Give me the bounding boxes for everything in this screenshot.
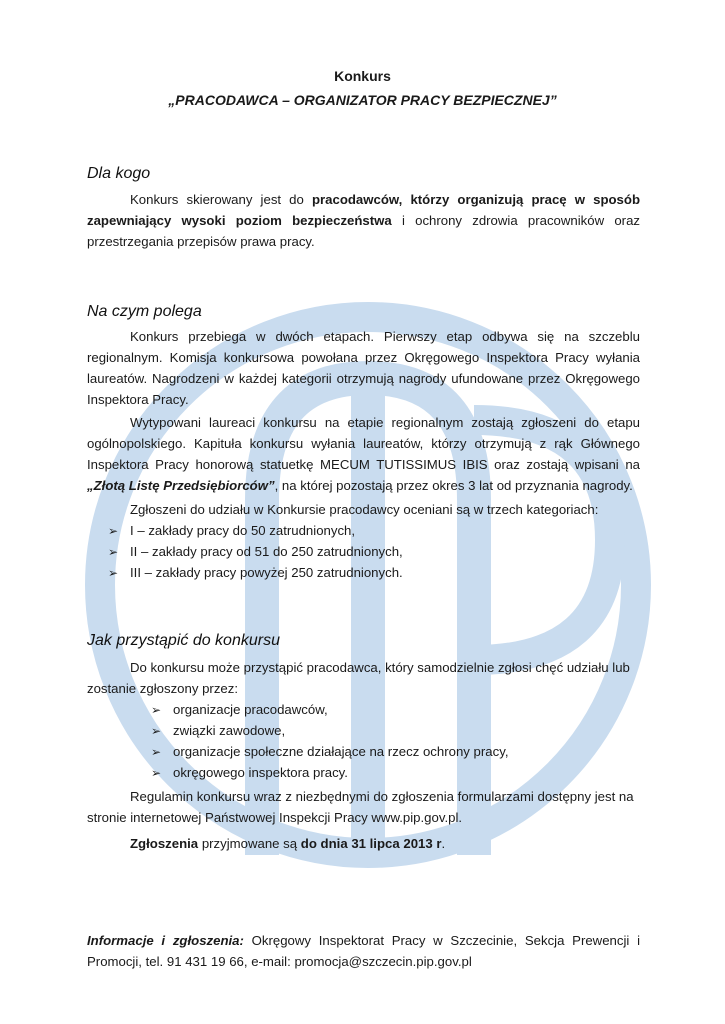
list-item xyxy=(151,699,508,720)
list-item xyxy=(108,541,403,562)
paragraph-categories-intro: Zgłoszeni do udziału w Konkursie pracodawcy oceniani są w trzech kategoriach: xyxy=(130,502,599,517)
text-run: Wytypowani laureaci konkursu na etapie regionalnym zostają zgłoszeni do etapu ogólnopolskiego. Kapituła konkursu wyłania laureatów, którzy otrzymują z rąk Głównego Inspektora Pracy honorową statuetkę MECUM TUTISSIMUS IBIS oraz zostają wpisani na xyxy=(87,415,640,472)
arrow-bullet-icon: ➢ xyxy=(108,566,119,580)
list-item-text: związki zawodowe, xyxy=(173,723,286,738)
paragraph-who-can-join-line1: Do konkursu może przystąpić pracodawca, który samodzielnie zgłosi chęć udziału lub xyxy=(130,660,630,675)
list-item xyxy=(151,741,508,762)
paragraph-dla-kogo xyxy=(87,189,640,252)
footer-label: Informacje i zgłoszenia: xyxy=(87,933,244,948)
list-item-text: organizacje społeczne działające na rzecz ochrony pracy, xyxy=(173,744,509,759)
paragraph-regulations-line2: stronie internetowej Państwowej Inspekcji Pracy www.pip.gov.pl. xyxy=(87,810,463,825)
document-title: Konkurs xyxy=(334,68,391,84)
list-item-text: II – zakłady pracy od 51 do 250 zatrudnionych, xyxy=(130,544,403,559)
arrow-bullet-icon: ➢ xyxy=(108,524,119,538)
list-item-text: I – zakłady pracy do 50 zatrudnionych, xyxy=(130,523,356,538)
paragraph-deadline xyxy=(87,833,647,854)
submitter-list xyxy=(151,699,508,783)
arrow-bullet-icon: ➢ xyxy=(151,703,162,717)
footer-contact xyxy=(87,930,640,972)
bold-italic-text-run: „Złotą Listę Przedsiębiorców” xyxy=(87,478,275,493)
bold-text-run: pracodawców, którzy organizują pracę w sposób zapewniający wysoki poziom bezpieczeństwa xyxy=(87,192,641,228)
text-run: Konkurs skierowany jest do xyxy=(130,192,312,207)
arrow-bullet-icon: ➢ xyxy=(151,745,162,759)
text-run: przyjmowane są xyxy=(198,836,301,851)
list-item xyxy=(151,720,508,741)
deadline-date: do dnia 31 lipca 2013 r xyxy=(300,836,442,851)
list-item-text: okręgowego inspektora pracy. xyxy=(173,765,348,780)
bold-text-run: Zgłoszenia xyxy=(130,836,199,851)
paragraph-stages: Konkurs przebiega w dwóch etapach. Pierwszy etap odbywa się na szczeblu regionalnym. Komisja konkursowa powołana przez Okręgowego Inspektora Pracy wyłania laureatów. Nagrodzeni w każdej kategorii otrzymują nagrody ufundowane przez Okręgowego Inspektora Pracy. xyxy=(87,329,640,407)
list-item xyxy=(151,762,508,783)
list-item-text: III – zakłady pracy powyżej 250 zatrudnionych. xyxy=(130,565,403,580)
text-run: i ochrony zdrowia pracowników oraz przestrzegania przepisów prawa pracy. xyxy=(87,213,640,249)
paragraph-regulations-line1: Regulamin konkursu wraz z niezbędnymi do zgłoszenia formularzami dostępny jest na xyxy=(130,789,634,804)
paragraph-national-stage xyxy=(87,412,640,496)
paragraph-who-can-join-line2: zostanie zgłoszony przez: xyxy=(87,681,238,696)
list-item-text: organizacje pracodawców, xyxy=(173,702,328,717)
arrow-bullet-icon: ➢ xyxy=(108,545,119,559)
text-run: , na której pozostają przez okres 3 lat od przyznania nagrody. xyxy=(274,478,633,493)
list-item xyxy=(108,520,403,541)
arrow-bullet-icon: ➢ xyxy=(151,766,162,780)
footer-text: Okręgowy Inspektorat Pracy w Szczecinie, Sekcja Prewencji i Promocji, tel. 91 431 19 66, e-mail: promocja@szczecin.pip.gov.pl xyxy=(87,933,640,969)
list-item xyxy=(108,562,403,583)
section-heading-jak-przystapic: Jak przystąpić do konkursu xyxy=(87,632,280,649)
section-heading-na-czym-polega: Na czym polega xyxy=(87,303,202,320)
arrow-bullet-icon: ➢ xyxy=(151,724,162,738)
section-heading-dla-kogo: Dla kogo xyxy=(87,165,151,182)
document-subtitle: „PRACODAWCA – ORGANIZATOR PRACY BEZPIECZNEJ” xyxy=(168,92,557,108)
text-run: . xyxy=(441,836,446,851)
category-list xyxy=(108,520,403,583)
